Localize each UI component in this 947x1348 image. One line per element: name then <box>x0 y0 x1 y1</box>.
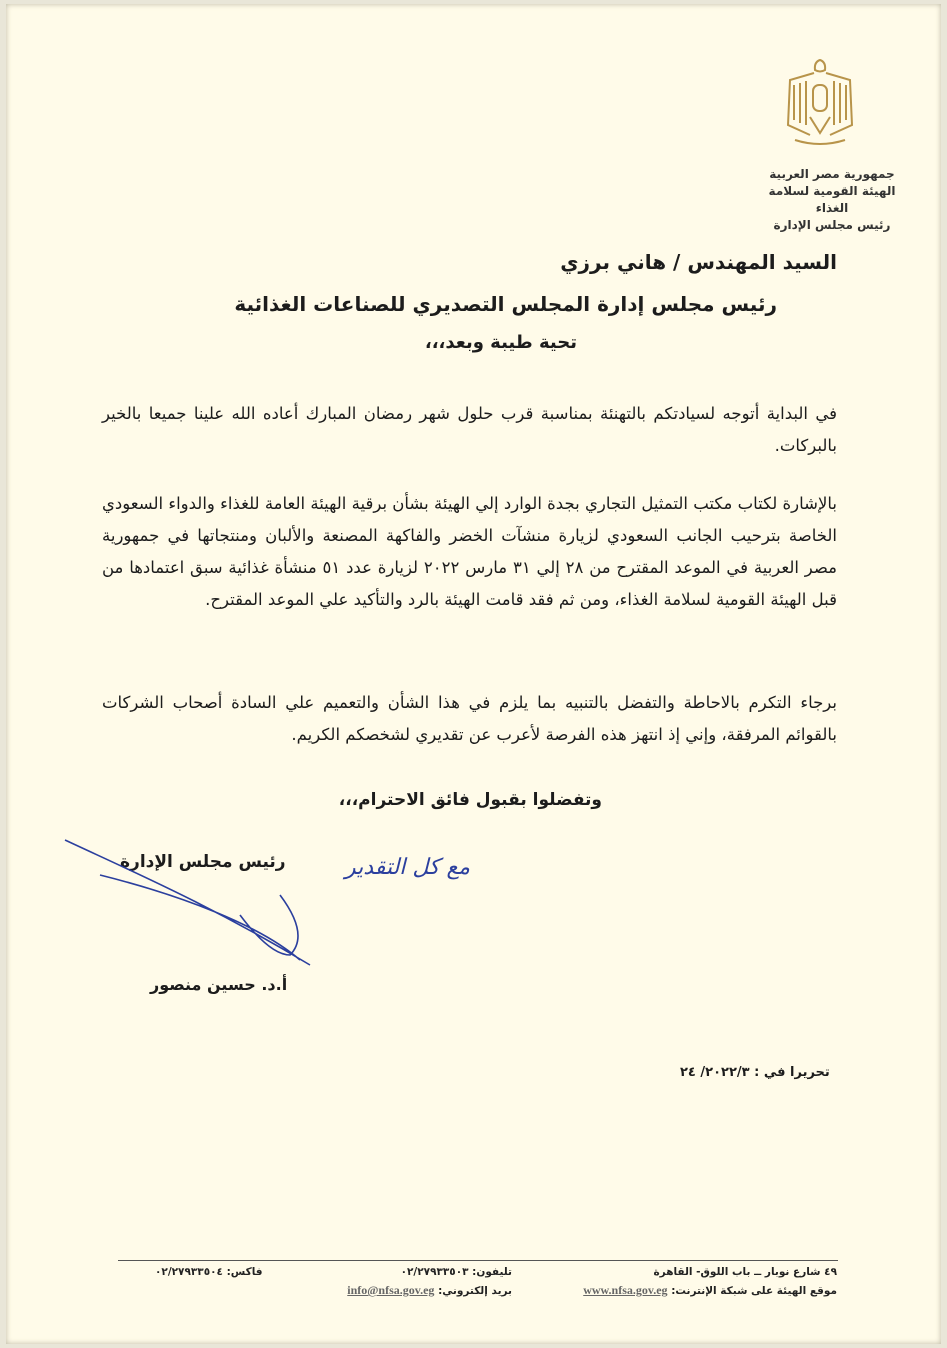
paragraph-3: برجاء التكرم بالاحاطة والتفضل بالتنبيه بما يلزم في هذا الشأن والتعميم علي السادة أصحاب الشركات بالقوائم المرفقة، وإني إذ انتهز هذه الفرصة لأعرب عن تقديري لشخصكم الكريم. <box>102 693 837 744</box>
addressee-name: السيد المهندس / هاني برزي <box>560 250 837 274</box>
letterhead-line: رئيس مجلس الإدارة <box>773 218 891 232</box>
egypt-eagle-emblem <box>780 55 860 155</box>
handwritten-signature <box>60 835 330 975</box>
paragraph-2: بالإشارة لكتاب مكتب التمثيل التجاري بجدة الوارد إلي الهيئة بشأن برقية الهيئة العامة للغذاء والدواء السعودي الخاصة بترحيب الجانب السعودي لزيارة منشآت الخضر والفاكهة المصنعة والألبان ومنتجاتها في جمهورية مصر العربية في الموعد المقترح من ٢٨ إلي ٣١ مارس ٢٠٢٢ لزيارة عدد ٥١ منشأة غذائية سبق اعتمادها من قبل الهيئة القومية لسلامة الغذاء، ومن ثم فقد قامت الهيئة بالرد والتأكيد علي الموعد المقترح. <box>102 494 838 609</box>
footer-email-line <box>347 1283 512 1298</box>
footer-address: ٤٩ شارع نوبار ــ باب اللوق- القاهرة <box>653 1266 837 1278</box>
email-label: بريد إلكتروني: <box>438 1285 512 1297</box>
footer-website-line <box>583 1283 837 1298</box>
signatory-name: أ.د. حسين منصور <box>150 975 288 994</box>
addressee-title: رئيس مجلس إدارة المجلس التصديري للصناعات الغذائية <box>234 292 777 316</box>
footer-fax: فاكس: ٠٢/٢٧٩٣٣٥٠٤ <box>155 1266 263 1278</box>
date-label: تحريرا في : <box>754 1065 830 1080</box>
letterhead-line: جمهورية مصر العربية <box>769 167 895 181</box>
closing: وتفضلوا بقبول فائق الاحترام،،، <box>338 790 602 810</box>
email-link[interactable]: info@nfsa.gov.eg <box>347 1283 435 1297</box>
date-line <box>680 1065 830 1080</box>
footer-phone: تليفون: ٠٢/٢٧٩٣٣٥٠٣ <box>400 1266 512 1278</box>
signatory-title: رئيس مجلس الإدارة <box>120 852 286 872</box>
handwritten-note: مع كل التقدير <box>345 855 471 880</box>
website-link[interactable]: www.nfsa.gov.eg <box>583 1283 668 1297</box>
letterhead-line: الهيئة القومية لسلامة الغذاء <box>768 184 896 215</box>
letterhead <box>757 166 907 234</box>
paragraph-1: في البداية أتوجه لسيادتكم بالتهنئة بمناسبة قرب حلول شهر رمضان المبارك أعاده الله علينا جميعا بالخير بالبركات. <box>102 404 837 455</box>
website-label: موقع الهيئة على شبكة الإنترنت: <box>671 1285 837 1297</box>
footer-divider <box>118 1260 838 1261</box>
greeting: تحية طيبة وبعد،،، <box>424 332 577 353</box>
date-value: ٢٠٢٢/٣/ ٢٤ <box>680 1065 750 1080</box>
